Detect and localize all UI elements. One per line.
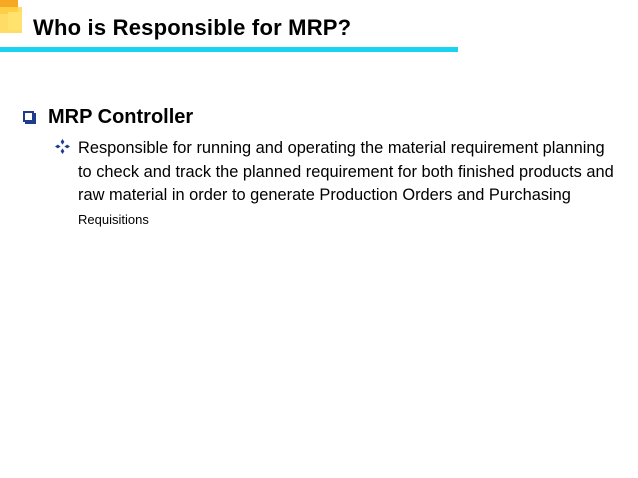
bullet-item-mrp-controller [23, 106, 193, 129]
sub-bullet-text-main: Responsible for running and operating the material requirement planning to check and track the planned requirement for both finished products and raw material in order to generate Production Orders and Purchasing [78, 139, 614, 204]
sub-bullet-item [55, 137, 615, 231]
sub-bullet-text-tail: Requisitions [78, 211, 149, 227]
title-underline [0, 47, 458, 52]
sub-bullet-text [78, 137, 615, 231]
square-bullet-icon [23, 111, 36, 124]
corner-decoration-yellow-inner [8, 12, 22, 30]
bullet-label: MRP Controller [48, 106, 194, 128]
slide-title: Who is Responsible for MRP? [33, 15, 352, 40]
diamond-bullet-icon [55, 139, 70, 154]
